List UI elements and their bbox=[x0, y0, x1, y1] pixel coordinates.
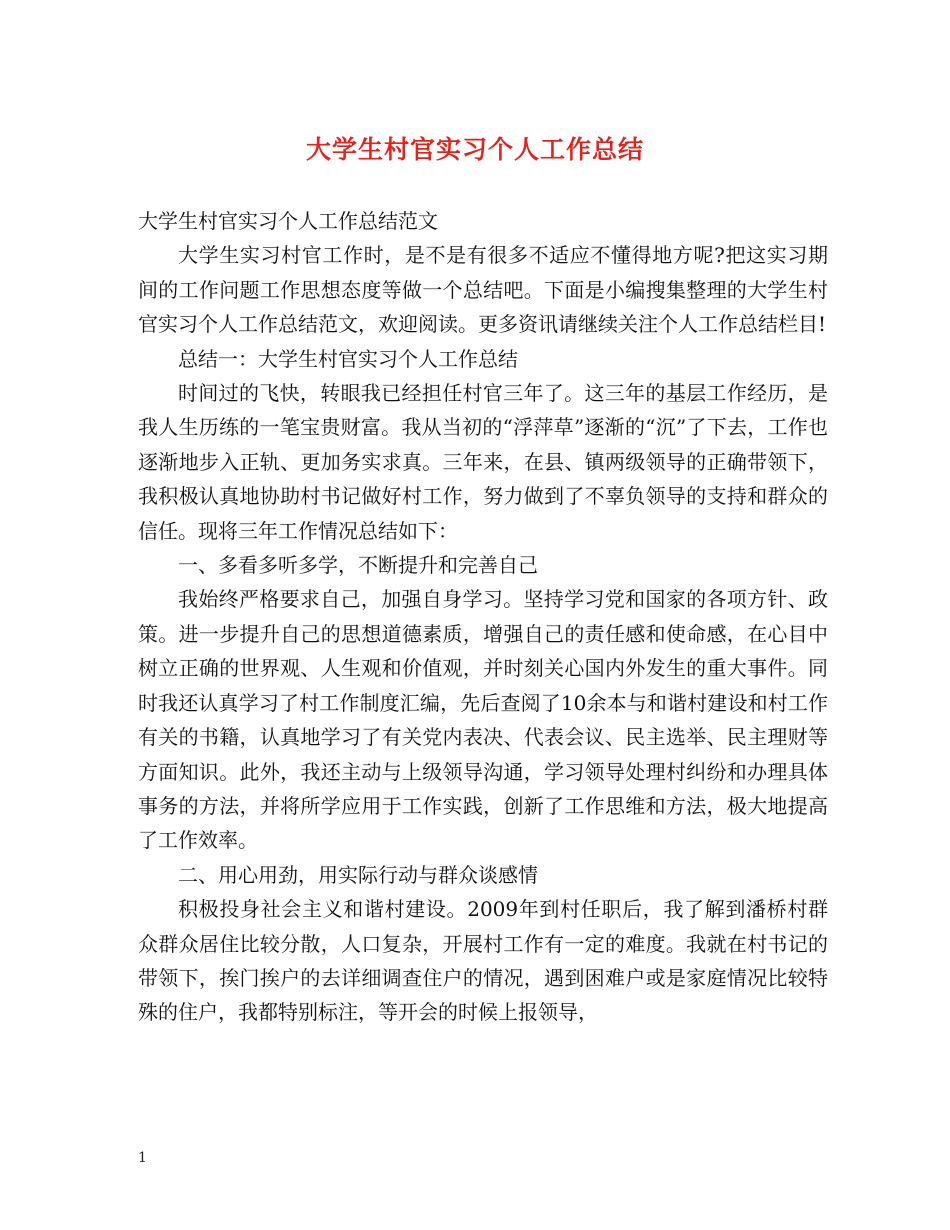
document-subtitle: 大学生村官实习个人工作总结范文 bbox=[138, 209, 438, 233]
document-body bbox=[138, 204, 828, 1030]
paragraph-community: 积极投身社会主义和谐村建设。2009年到村任职后，我了解到潘桥村群众群众居住比较分散，人口复杂，开展村工作有一定的难度。我就在村书记的带领下，挨门挨户的去详细调查住户的情况，遇到困难户或是家庭情况比较特殊的住户，我都特别标注，等开会的时候上报领导， bbox=[138, 897, 828, 1025]
section-heading-two: 二、用心用劲，用实际行动与群众谈感情 bbox=[178, 862, 538, 887]
section-heading-summary-one: 总结一：大学生村官实习个人工作总结 bbox=[178, 346, 518, 371]
paragraph-learning: 我始终严格要求自己，加强自身学习。坚持学习党和国家的各项方针、政策。进一步提升自己的思想道德素质，增强自己的责任感和使命感，在心目中树立正确的世界观、人生观和价值观，并时刻关心国内外发生的重大事件。同时我还认真学习了村工作制度汇编，先后查阅了10余本与和谐村建设和村工作有关的书籍，认真地学习了有关党内表决、代表会议、民主选举、民主理财等方面知识。此外，我还主动与上级领导沟通，学习领导处理村纠纷和办理具体事务的方法，并将所学应用于工作实践，创新了工作思维和方法，极大地提高了工作效率。 bbox=[138, 587, 828, 853]
document-title: 大学生村官实习个人工作总结 bbox=[305, 135, 644, 164]
page-number: 1 bbox=[138, 1150, 147, 1166]
paragraph-intro: 大学生实习村官工作时，是不是有很多不适应不懂得地方呢?把这实习期间的工作问题工作思想态度等做一个总结吧。下面是小编搜集整理的大学生村官实习个人工作总结范文，欢迎阅读。更多资讯请继续关注个人工作总结栏目! bbox=[138, 243, 828, 337]
paragraph-overview: 时间过的飞快，转眼我已经担任村官三年了。这三年的基层工作经历，是我人生历练的一笔宝贵财富。我从当初的“浮萍草”逐渐的“沉”了下去，工作也逐渐地步入正轨、更加务实求真。三年来，在县、镇两级领导的正确带领下，我积极认真地协助村书记做好村工作，努力做到了不辜负领导的支持和群众的信任。现将三年工作情况总结如下： bbox=[138, 381, 828, 543]
section-heading-one: 一、多看多听多学，不断提升和完善自己 bbox=[178, 553, 538, 578]
